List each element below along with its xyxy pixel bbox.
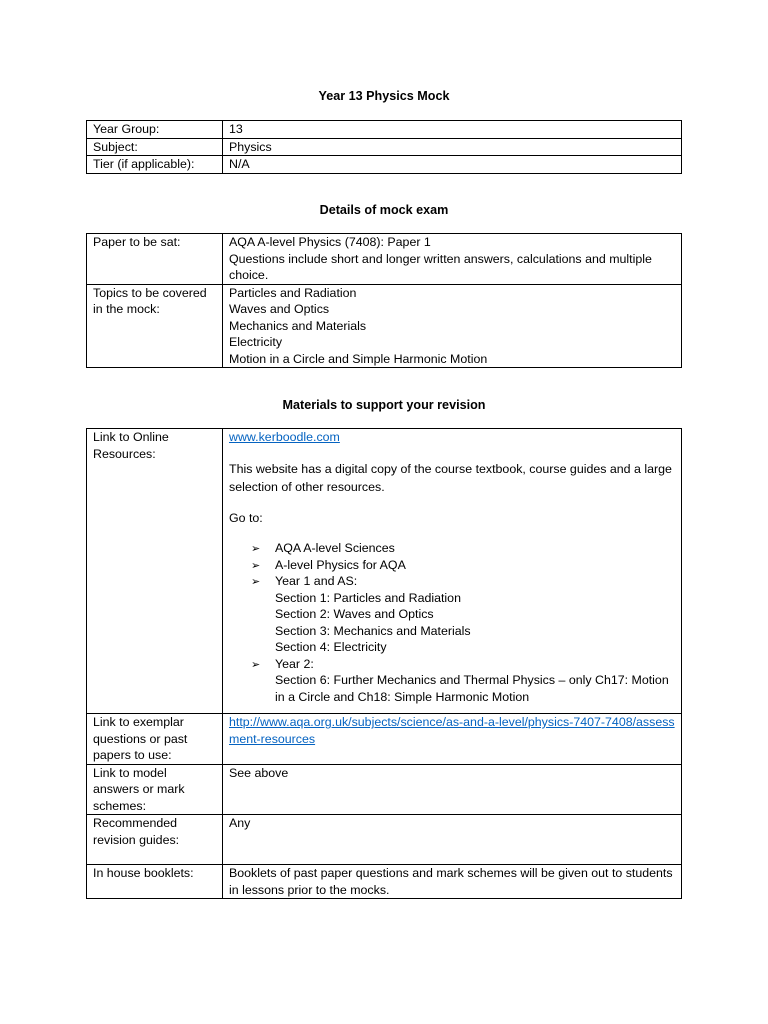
- aqa-resources-link[interactable]: http://www.aqa.org.uk/subjects/science/as-and-a-level/physics-7407-7408/assessment-resources: [229, 715, 675, 746]
- tier-value: N/A: [223, 156, 682, 174]
- topics-label: Topics to be covered in the mock:: [87, 284, 223, 368]
- exemplar-label: Link to exemplar questions or past papers to use:: [87, 714, 223, 765]
- details-table: [86, 233, 682, 368]
- arrowhead-bullet-icon: ➢: [251, 575, 261, 588]
- table-row: [87, 429, 682, 714]
- table-row: [87, 156, 682, 174]
- table-row: [87, 138, 682, 156]
- details-heading: Details of mock exam: [319, 203, 449, 217]
- model-answers-label: Link to model answers or mark schemes:: [87, 764, 223, 815]
- revision-guides-value: Any: [223, 815, 682, 865]
- subject-value: Physics: [223, 138, 682, 156]
- online-resources-label: Link to Online Resources:: [87, 429, 223, 714]
- topic-item: Electricity: [229, 335, 283, 349]
- booklets-value: Booklets of past paper questions and mark schemes will be given out to students in lessons prior to the mocks.: [223, 865, 682, 899]
- model-answers-value: See above: [223, 764, 682, 815]
- table-row: [87, 865, 682, 899]
- topic-item: Waves and Optics: [229, 302, 330, 316]
- navigation-steps: [229, 540, 675, 705]
- section-item: Section 4: Electricity: [275, 640, 387, 654]
- table-row: [87, 121, 682, 139]
- arrowhead-bullet-icon: ➢: [251, 657, 261, 671]
- section-item: Section 6: Further Mechanics and Thermal Physics – only Ch17: Motion in a Circle and Ch18: Simple Harmonic Motion: [275, 673, 669, 704]
- topic-item: Motion in a Circle and Simple Harmonic Motion: [229, 351, 488, 366]
- kerboodle-link[interactable]: www.kerboodle.com: [229, 430, 340, 444]
- list-item: ➢ Year 2: Section 6: Further Mechanics and Thermal Physics – only Ch17: Motion in a Circle and Ch18: Simple Harmonic Motion: [251, 656, 675, 706]
- tier-label: Tier (if applicable):: [87, 156, 223, 174]
- materials-heading: Materials to support your revision: [282, 398, 486, 412]
- paper-cell: [223, 234, 682, 285]
- exemplar-cell: [223, 714, 682, 765]
- section-item: Section 3: Mechanics and Materials: [275, 623, 471, 638]
- topic-item: Particles and Radiation: [229, 285, 357, 300]
- booklets-label: In house booklets:: [87, 865, 223, 899]
- section-item: Section 1: Particles and Radiation: [275, 590, 461, 605]
- paper-description: Questions include short and longer written answers, calculations and multiple choice.: [229, 251, 652, 282]
- topics-cell: [223, 284, 682, 368]
- section-item: Section 2: Waves and Optics: [275, 607, 434, 621]
- list-item: ➢ AQA A-level Sciences: [251, 540, 675, 557]
- year-group-label: Year Group:: [87, 121, 223, 139]
- table-row: [87, 815, 682, 865]
- materials-table: [86, 428, 682, 899]
- topic-item: Mechanics and Materials: [229, 318, 367, 333]
- paper-label: Paper to be sat:: [87, 234, 223, 285]
- list-item: ➢ A-level Physics for AQA: [251, 557, 675, 574]
- year-group-value: 13: [223, 121, 682, 139]
- arrowhead-bullet-icon: ➢: [251, 542, 261, 555]
- table-row: [87, 714, 682, 765]
- online-resources-cell: [223, 429, 682, 714]
- info-table: [86, 120, 682, 174]
- go-to-label: Go to:: [229, 510, 263, 525]
- revision-guides-label: Recommended revision guides:: [87, 815, 223, 865]
- table-row: [87, 284, 682, 368]
- table-row: [87, 764, 682, 815]
- paper-name: AQA A-level Physics (7408): Paper 1: [229, 235, 431, 249]
- online-description: This website has a digital copy of the course textbook, course guides and a large selection of other resources.: [229, 461, 672, 494]
- arrowhead-bullet-icon: ➢: [251, 558, 261, 572]
- page-title: Year 13 Physics Mock: [318, 89, 450, 103]
- table-row: [87, 234, 682, 285]
- list-item: ➢ Year 1 and AS: Section 1: Particles and Radiation Section 2: Waves and Optics Section 3: Mechanics and Materials Section 4: Electricity: [251, 573, 675, 656]
- subject-label: Subject:: [87, 138, 223, 156]
